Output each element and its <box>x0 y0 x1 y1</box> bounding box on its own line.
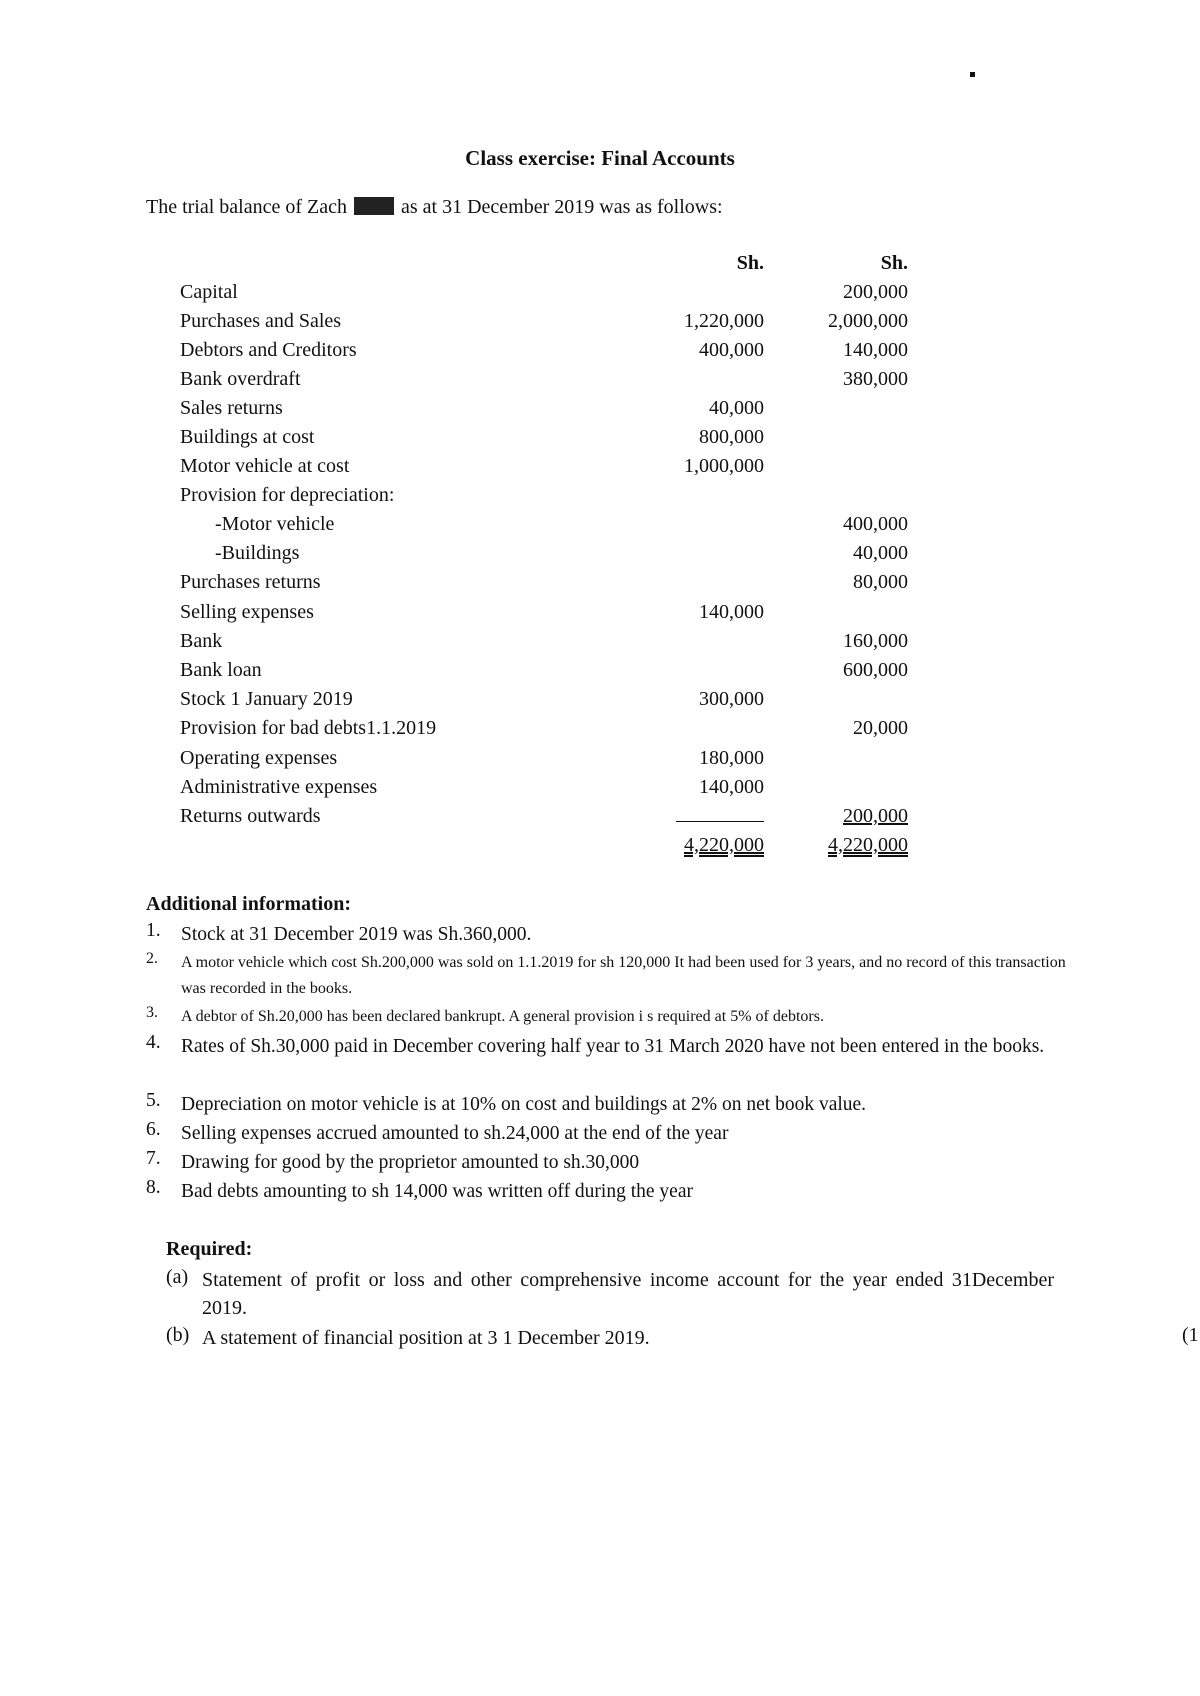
row-credit: 380,000 <box>843 368 908 390</box>
table-row <box>0 659 1200 688</box>
row-label: Stock 1 January 2019 <box>180 688 353 710</box>
row-debit: 140,000 <box>699 776 764 798</box>
totals-row <box>0 834 1200 863</box>
row-label: Debtors and Creditors <box>180 339 357 361</box>
row-debit: 140,000 <box>699 601 764 623</box>
item-number: 2. <box>146 950 158 967</box>
item-number: 4. <box>146 1032 161 1053</box>
redaction-mark <box>354 197 394 215</box>
row-label: Provision for bad debts1.1.2019 <box>180 717 437 739</box>
item-text: Drawing for good by the proprietor amounted to sh.30,000 <box>181 1152 640 1173</box>
item-text: Rates of Sh.30,000 paid in December covering half year to 31 March 2020 have not been entered in the books. <box>181 1036 1045 1057</box>
row-label: Bank <box>180 630 223 652</box>
table-row <box>0 426 1200 455</box>
row-label: Motor vehicle at cost <box>180 455 350 477</box>
table-row <box>0 747 1200 776</box>
item-number: 8. <box>146 1177 161 1198</box>
item-text: A statement of financial position at 3 1 December 2019. <box>202 1327 650 1349</box>
row-credit: 400,000 <box>843 513 908 535</box>
row-credit: 160,000 <box>843 630 908 652</box>
item-text: Selling expenses accrued amounted to sh.24,000 at the end of the year <box>181 1123 729 1144</box>
row-credit: 20,000 <box>853 717 908 739</box>
credit-column-header: Sh. <box>880 252 908 274</box>
row-debit: 40,000 <box>709 397 764 419</box>
credit-total: 4,220,000 <box>828 834 908 856</box>
row-label: Capital <box>180 281 238 303</box>
row-label: Returns outwards <box>180 805 321 827</box>
row-label: Purchases returns <box>180 571 321 593</box>
row-label: Provision for depreciation: <box>180 484 395 506</box>
row-credit: 200,000 <box>843 281 908 303</box>
page-title: Class exercise: Final Accounts <box>465 146 735 170</box>
table-row <box>0 281 1200 310</box>
row-debit: 800,000 <box>699 426 764 448</box>
table-row <box>0 339 1200 368</box>
table-row <box>0 368 1200 397</box>
item-text: A motor vehicle which cost Sh.200,000 was sold on 1.1.2019 for sh 120,000 It had been used for 3 years, and no record of this transaction was recorded in the books. <box>181 954 1066 997</box>
intro-sentence <box>146 196 723 219</box>
table-row <box>0 484 1200 513</box>
table-row <box>0 513 1200 542</box>
table-row <box>0 688 1200 717</box>
table-row <box>0 717 1200 746</box>
intro-text-after: as at 31 December 2019 was as follows: <box>401 196 723 218</box>
item-text: Stock at 31 December 2019 was Sh.360,000. <box>181 924 532 945</box>
item-text: Bad debts amounting to sh 14,000 was written off during the year <box>181 1181 693 1202</box>
corner-dot <box>970 72 975 77</box>
row-label: Operating expenses <box>180 747 338 769</box>
row-credit: 2,000,000 <box>828 310 908 332</box>
row-debit: 180,000 <box>699 747 764 769</box>
row-debit: 1,220,000 <box>684 310 764 332</box>
table-row <box>0 601 1200 630</box>
item-text: Depreciation on motor vehicle is at 10% on cost and buildings at 2% on net book value. <box>181 1094 867 1115</box>
row-credit: 40,000 <box>853 542 908 564</box>
row-credit: 140,000 <box>843 339 908 361</box>
row-debit: 300,000 <box>699 688 764 710</box>
item-text: Statement of profit or loss and other comprehensive income account for the year ended 31December 2019. <box>202 1269 1054 1319</box>
debit-column-header: Sh. <box>736 252 764 274</box>
row-label: Bank overdraft <box>180 368 301 390</box>
row-label: Sales returns <box>180 397 283 419</box>
row-label: Purchases and Sales <box>180 310 342 332</box>
debit-column-rule <box>620 805 764 828</box>
row-debit: 1,000,000 <box>684 455 764 477</box>
table-row <box>0 397 1200 426</box>
row-label: Selling expenses <box>180 601 314 623</box>
row-label: Buildings at cost <box>180 426 315 448</box>
table-row <box>0 542 1200 571</box>
table-row <box>0 630 1200 659</box>
trial-balance-header <box>0 252 1200 281</box>
item-letter: (b) <box>166 1324 190 1346</box>
item-number: 5. <box>146 1090 161 1111</box>
row-label: Administrative expenses <box>180 776 378 798</box>
required-heading: Required: <box>166 1238 253 1260</box>
intro-text-before: The trial balance of Zach <box>146 196 347 218</box>
item-number: 7. <box>146 1148 161 1169</box>
table-row <box>0 776 1200 805</box>
item-number: 3. <box>146 1004 158 1021</box>
row-debit: 400,000 <box>699 339 764 361</box>
table-row <box>0 805 1200 834</box>
marks-fragment: (1 <box>1182 1324 1199 1346</box>
item-number: 6. <box>146 1119 161 1140</box>
row-label: -Motor vehicle <box>215 513 335 535</box>
row-credit: 200,000 <box>843 805 908 827</box>
row-credit: 80,000 <box>853 571 908 593</box>
debit-total: 4,220,000 <box>684 834 764 856</box>
item-number: 1. <box>146 920 161 941</box>
item-text: A debtor of Sh.20,000 has been declared bankrupt. A general provision i s required at 5% of debtors. <box>181 1008 824 1025</box>
row-label: -Buildings <box>215 542 300 564</box>
item-letter: (a) <box>166 1266 189 1288</box>
row-label: Bank loan <box>180 659 262 681</box>
row-credit: 600,000 <box>843 659 908 681</box>
additional-information-heading: Additional information: <box>146 893 352 915</box>
table-row <box>0 455 1200 484</box>
table-row <box>0 571 1200 600</box>
table-row <box>0 310 1200 339</box>
